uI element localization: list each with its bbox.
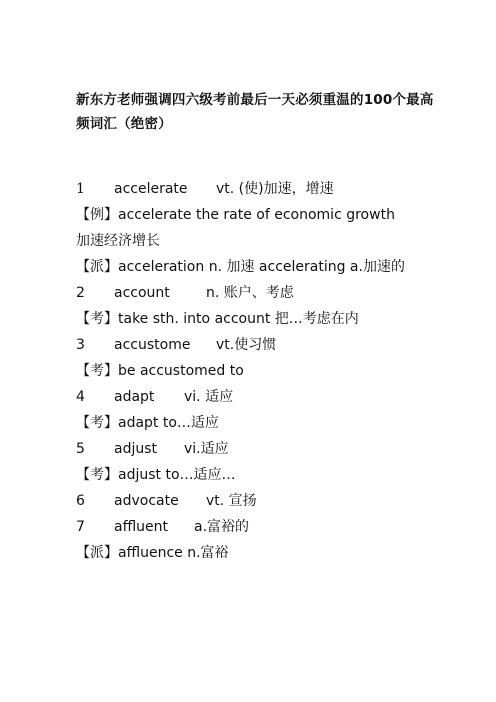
entry-word: accelerate: [114, 181, 188, 197]
entry-number: 4: [76, 389, 85, 405]
entry-headword-line: [76, 176, 436, 202]
document-title: 新东方老师强调四六级考前最后一天必须重温的100个最高频词汇（绝密）: [76, 92, 434, 132]
entry-headword-line: [76, 514, 436, 540]
entry-number: 2: [76, 285, 85, 301]
entry-word: advocate: [114, 493, 179, 509]
entry-word: affluent: [114, 519, 168, 535]
vocabulary-list: [76, 176, 436, 566]
entry-definition: vt.使习惯: [216, 337, 277, 353]
entry-number: 3: [76, 337, 85, 353]
entry-derived: 【派】acceleration n. 加速 accelerating a.加速的: [76, 259, 405, 275]
entry-headword-line: [76, 332, 436, 358]
entry-number: 6: [76, 493, 85, 509]
entry-test-note: 【考】take sth. into account 把…考虑在内: [76, 311, 359, 327]
entry-test-note: 【考】be accustomed to: [76, 363, 244, 379]
entry-example: 【例】accelerate the rate of economic growth: [76, 207, 395, 223]
entry-definition: a.富裕的: [194, 519, 250, 535]
entry-test-note: 【考】adapt to…适应: [76, 415, 219, 431]
entry-translation: 加速经济增长: [76, 233, 160, 249]
entry-word: adjust: [114, 441, 158, 457]
entry-definition: n. 账户、考虑: [206, 285, 294, 301]
entry-headword-line: [76, 488, 436, 514]
entry-headword-line: [76, 384, 436, 410]
entry-definition: vi. 适应: [184, 389, 234, 405]
entry-definition: vi.适应: [184, 441, 229, 457]
entry-number: 1: [76, 181, 85, 197]
entry-derived: 【派】affluence n.富裕: [76, 545, 229, 561]
entry-test-note: 【考】adjust to…适应…: [76, 467, 236, 483]
entry-headword-line: [76, 436, 436, 462]
entry-definition: vt. (使)加速，增速: [216, 181, 334, 197]
entry-word: adapt: [114, 389, 155, 405]
entry-definition: vt. 宣扬: [206, 493, 257, 509]
entry-number: 7: [76, 519, 85, 535]
entry-word: accustome: [114, 337, 191, 353]
entry-word: account: [114, 285, 170, 301]
entry-headword-line: [76, 280, 436, 306]
entry-number: 5: [76, 441, 85, 457]
